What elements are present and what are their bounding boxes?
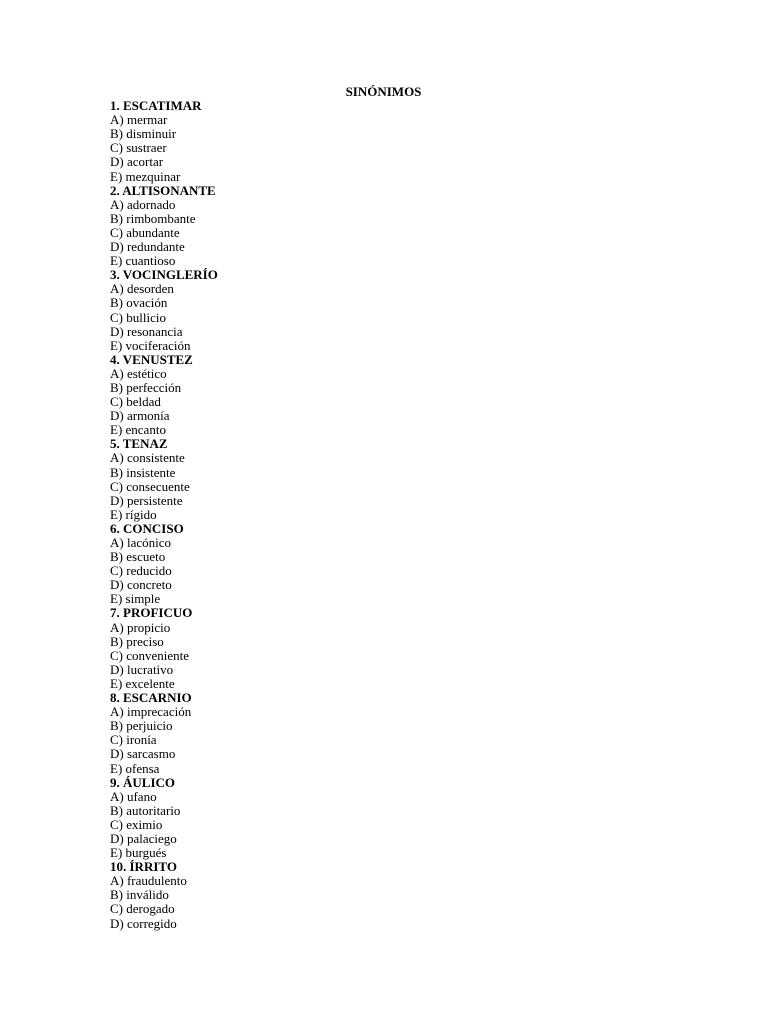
answer-option: C) reducido xyxy=(110,563,172,579)
option-list xyxy=(110,536,670,606)
answer-option: C) consecuente xyxy=(110,478,190,494)
question-block xyxy=(110,691,670,776)
answer-option: B) inválido xyxy=(110,887,169,903)
option-list xyxy=(110,705,670,775)
answer-option: C) conveniente xyxy=(110,647,190,663)
answer-option: A) fraudulento xyxy=(110,873,187,889)
answer-option: B) insistente xyxy=(110,464,176,480)
answer-option: E) vociferación xyxy=(110,337,191,353)
answer-option: D) armonía xyxy=(110,408,170,424)
answer-option: B) disminuir xyxy=(110,126,177,142)
answer-option: B) ovación xyxy=(110,295,168,311)
answer-option: E) mezquinar xyxy=(110,168,181,184)
answer-option: D) persistente xyxy=(110,492,183,508)
answer-option: D) palaciego xyxy=(110,830,177,846)
answer-option: D) sarcasmo xyxy=(110,746,176,762)
answer-option: C) sustraer xyxy=(110,140,167,156)
answer-option: B) perfección xyxy=(110,379,182,395)
question-block xyxy=(110,437,670,522)
option-list xyxy=(110,874,670,930)
answer-option: A) estético xyxy=(110,365,167,381)
answer-option: E) ofensa xyxy=(110,760,160,776)
question-heading: 9. ÁULICO xyxy=(110,774,176,790)
question-heading: 6. CONCISO xyxy=(110,520,184,536)
answer-option: B) perjuicio xyxy=(110,718,173,734)
answer-option: E) simple xyxy=(110,591,161,607)
question-block xyxy=(110,99,670,184)
answer-option: D) resonancia xyxy=(110,323,183,339)
question-block xyxy=(110,522,670,607)
answer-option: B) escueto xyxy=(110,549,166,565)
document-page xyxy=(110,85,670,931)
answer-option: A) desorden xyxy=(110,281,174,297)
option-list xyxy=(110,282,670,352)
answer-option: E) excelente xyxy=(110,675,175,691)
option-list xyxy=(110,113,670,183)
answer-option: E) cuantioso xyxy=(110,253,176,269)
question-block xyxy=(110,776,670,861)
answer-option: A) mermar xyxy=(110,112,168,128)
question-block xyxy=(110,268,670,353)
option-list xyxy=(110,451,670,521)
answer-option: D) corregido xyxy=(110,915,177,931)
answer-option: D) lucrativo xyxy=(110,661,174,677)
answer-option: A) ufano xyxy=(110,788,157,804)
option-list xyxy=(110,790,670,860)
question-block xyxy=(110,353,670,438)
answer-option: B) autoritario xyxy=(110,802,181,818)
answer-option: C) beldad xyxy=(110,394,161,410)
question-heading: 5. TENAZ xyxy=(110,436,168,452)
answer-option: E) encanto xyxy=(110,422,166,438)
answer-option: C) abundante xyxy=(110,224,180,240)
answer-option: A) imprecación xyxy=(110,704,192,720)
answer-option: A) consistente xyxy=(110,450,185,466)
question-heading: 7. PROFICUO xyxy=(110,605,193,621)
answer-option: E) burgués xyxy=(110,845,167,861)
question-heading: 1. ESCATIMAR xyxy=(110,98,202,114)
question-block xyxy=(110,184,670,269)
question-heading: 8. ESCARNIO xyxy=(110,690,192,706)
document-title: SINÓNIMOS xyxy=(345,84,422,99)
answer-option: C) bullicio xyxy=(110,309,166,325)
answer-option: B) rimbombante xyxy=(110,210,196,226)
question-list xyxy=(110,99,670,931)
question-heading: 4. VENUSTEZ xyxy=(110,351,193,367)
question-heading: 2. ALTISONANTE xyxy=(110,182,216,198)
answer-option: C) derogado xyxy=(110,901,175,917)
answer-option: B) preciso xyxy=(110,633,164,649)
question-heading: 3. VOCINGLERÍO xyxy=(110,267,218,283)
answer-option: D) acortar xyxy=(110,154,164,170)
option-list xyxy=(110,198,670,268)
option-list xyxy=(110,621,670,691)
question-heading: 10. ÍRRITO xyxy=(110,859,177,875)
answer-option: D) redundante xyxy=(110,239,185,255)
answer-option: E) rígido xyxy=(110,506,157,522)
answer-option: A) propicio xyxy=(110,619,171,635)
answer-option: D) concreto xyxy=(110,577,172,593)
answer-option: C) eximio xyxy=(110,816,163,832)
answer-option: A) adornado xyxy=(110,196,176,212)
answer-option: C) ironía xyxy=(110,732,157,748)
question-block xyxy=(110,606,670,691)
answer-option: A) lacónico xyxy=(110,535,172,550)
option-list xyxy=(110,367,670,437)
question-block xyxy=(110,860,670,930)
